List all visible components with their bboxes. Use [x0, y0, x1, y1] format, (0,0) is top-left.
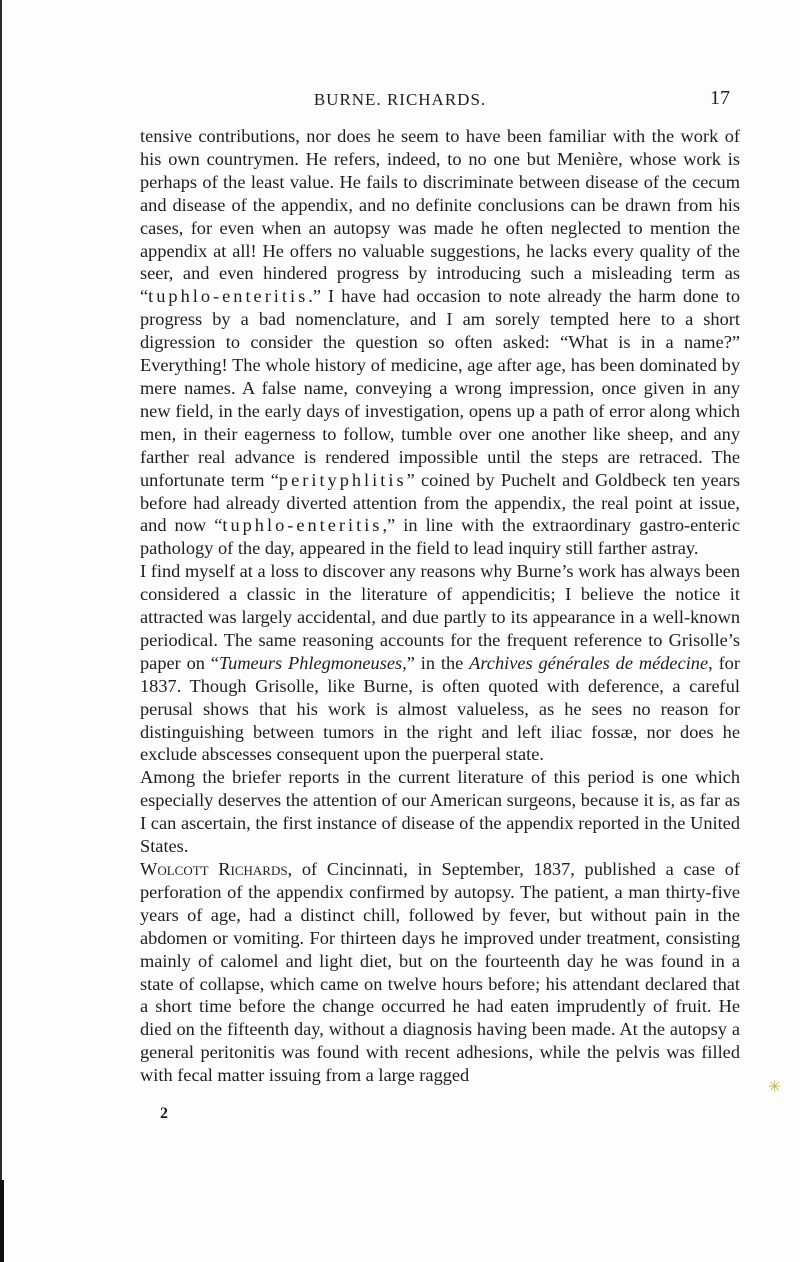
italic-title: Tumeurs Phlegmoneuses, [218, 652, 407, 673]
text-run: for 1837. Though Grisolle, like Burne, is often quoted with deference, a careful perusal shows that his work is almost valueless, as he sees no reason for distinguishing between tumors in the right and left iliac fossæ, nor does he exclude abscesses consequent upon the puerperal state. [140, 652, 740, 765]
page-header [0, 87, 800, 116]
paragraph [140, 125, 740, 560]
text-run: , of Cincinnati, in September, 1837, published a case of perforation of the appendix confirmed by autopsy. The patient, a man thirty-five years of age, had a distinct chill, followed by fever, but without pain in the abdomen or vomiting. For thirteen days he improved under treatment, consisting mainly of calomel and light diet, but on the fourteenth day he was found in a state of collapse, which came on twelve hours before; his attendant declared that a short time before the change occurred he had eaten imprudently of fruit. He died on the fifteenth day, without a diagnosis having been made. At the autopsy a general peritonitis was found with recent adhesions, while the pelvis was filled with fecal matter issuing from a large ragged [140, 859, 740, 1086]
paragraph: Among the briefer reports in the current literature of this period is one which especially deserves the attention of our American surgeons, because it is, as far as I can ascertain, the first instance of disease of the appendix reported in the United States. [140, 767, 740, 857]
spaced-term: perityphlitis [278, 469, 407, 490]
paragraph [140, 560, 740, 766]
page-edge-rule [0, 0, 2, 1262]
author-name: Wolcott Richards [140, 859, 288, 879]
text-run: ,” in line with the extraordinary gastro-enteric pathology of the day, appeared in the field to lead inquiry still farther astray. [140, 515, 741, 559]
spaced-term: tuphlo-enteritis [148, 286, 309, 307]
text-run: tensive contributions, nor does he seem to have been familiar with the work of his own countrymen. He refers, indeed, to no one but Menière, whose work is perhaps of the least value. He fails to discriminate between disease of the cecum and disease of the appendix, and no definite conclusions can be drawn from his cases, for even when an autopsy was made he often neglected to mention the appendix at all! He offers no valuable suggestions, he lacks every quality of the seer, and even hindered progress by introducing such a misleading term as “ [140, 126, 740, 307]
running-head: BURNE. RICHARDS. [313, 90, 487, 109]
text-run: ” coined by Puchelt and Goldbeck ten years before had already diverted attention from the appendix, the real point at issue, and now “ [140, 469, 741, 536]
italic-title: Archives générales de médecine, [469, 652, 713, 673]
paper-speck: ✳ [768, 1079, 782, 1096]
text-run: .” I have had occasion to note already the harm done to progress by a bad nomenclature, and I am sorely tempted here to a short digression to consider the question so often asked: “What is in a name?” Everything! The whole history of medicine, age after age, has been dominated by mere names. A false name, conveying a wrong impression, once given in any new field, in the early days of investigation, opens up a path of error along which men, in their eagerness to follow, tumble over one another like sheep, and any farther real advance is rendered impossible until the steps are retraced. The unfortunate term “ [140, 286, 740, 490]
paragraph [140, 858, 740, 1087]
spaced-term: tuphlo-enteritis [222, 515, 383, 536]
page-number: 17 [710, 87, 730, 109]
signature-mark: 2 [160, 1105, 168, 1122]
text-run: ” in the [406, 652, 470, 673]
text-run: I find myself at a loss to discover any reasons why Burne’s work has always been considered a classic in the literature of appendicitis; I believe the notice it attracted was largely accidental, and due partly to its appearance in a well-known periodical. The same reasoning accounts for the frequent reference to Grisolle’s paper on “ [140, 561, 740, 673]
body-text [140, 125, 740, 1087]
page-edge-mark [0, 1180, 4, 1262]
